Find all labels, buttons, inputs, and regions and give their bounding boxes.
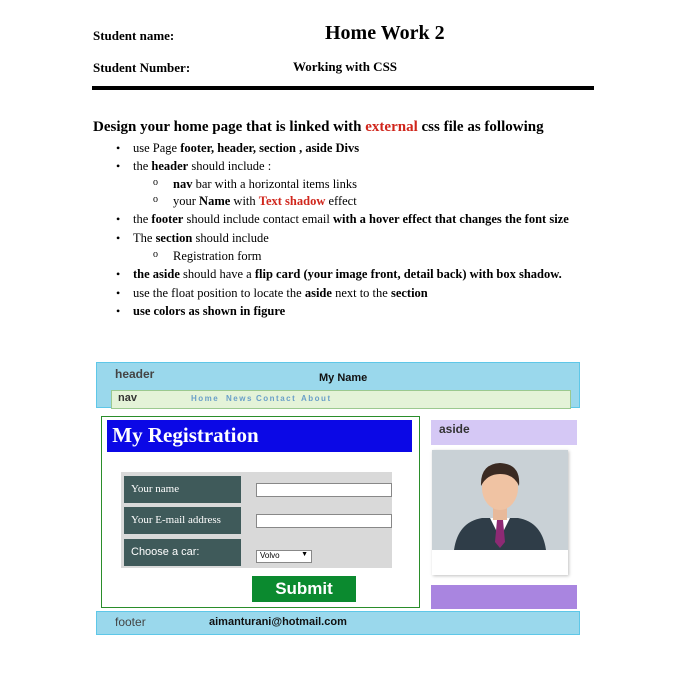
car-label: Choose a car: (124, 539, 241, 566)
email-input[interactable] (256, 514, 392, 528)
list-item: use Page footer, header, section , aside Divs (133, 141, 360, 155)
footer-label: footer (115, 615, 146, 629)
student-number-label: Student Number: (93, 60, 191, 75)
example-figure (96, 362, 580, 636)
bullet-icon: • (116, 286, 121, 300)
circle-bullet-icon: o (153, 177, 158, 188)
divider (92, 86, 594, 90)
sub-list-item: Registration form (173, 249, 262, 263)
sub-list-item: nav bar with a horizontal items links (173, 177, 358, 191)
list-item: the footer should include contact email with a hover effect that changes the font size (133, 212, 569, 226)
flip-card[interactable] (432, 450, 568, 575)
circle-bullet-icon: o (153, 249, 158, 260)
list-item: use colors as shown in figure (133, 304, 286, 318)
nav-link-home[interactable]: Home (191, 394, 220, 403)
registration-form (121, 472, 392, 568)
header-label: header (115, 367, 155, 381)
chevron-down-icon: ▼ (301, 551, 308, 558)
figure-header (96, 362, 580, 408)
avatar (432, 450, 568, 550)
task-intro: Design your home page that is linked with external css file as following (93, 119, 544, 135)
list-item: The section should include (133, 231, 269, 245)
nav-link-contact[interactable]: Contact (256, 394, 297, 403)
figure-nav (111, 390, 571, 409)
name-input[interactable] (256, 483, 392, 497)
registration-title: My Registration (112, 423, 259, 447)
name-label: Your name (124, 476, 241, 503)
title-bar (107, 420, 412, 452)
submit-button[interactable]: Submit (252, 576, 356, 602)
figure-footer (96, 611, 580, 635)
car-select[interactable]: Volvo ▼ (256, 550, 312, 563)
list-item: the aside should have a flip card (your image front, detail back) with box shadow. (133, 267, 562, 281)
homework-subtitle: Working with CSS (293, 59, 398, 74)
student-name-label: Student name: (93, 28, 175, 43)
person-avatar-icon (432, 450, 568, 550)
bullet-icon: • (116, 231, 121, 245)
aside-bar (431, 420, 577, 445)
contact-email-link[interactable]: aimanturani@hotmail.com (209, 616, 347, 628)
figure-section (101, 416, 420, 608)
bullet-icon: • (116, 159, 121, 173)
bullet-icon: • (116, 267, 121, 281)
bullet-icon: • (116, 212, 121, 226)
nav-label: nav (118, 392, 137, 404)
external-highlight: external (365, 119, 418, 135)
aside-bottom-bar (431, 585, 577, 609)
email-label: Your E-mail address (124, 507, 241, 534)
bullet-icon: • (116, 304, 121, 318)
list-item: use the float position to locate the aside next to the section (133, 286, 428, 300)
nav-link-about[interactable]: About (301, 394, 332, 403)
my-name: My Name (319, 372, 368, 384)
aside-label: aside (439, 422, 470, 436)
bullet-icon: • (116, 141, 121, 155)
circle-bullet-icon: o (153, 194, 158, 205)
nav-link-news[interactable]: News (226, 394, 253, 403)
list-item: the header should include : (133, 159, 272, 173)
homework-title: Home Work 2 (325, 22, 445, 44)
sub-list-item: your Name with Text shadow effect (173, 194, 357, 208)
